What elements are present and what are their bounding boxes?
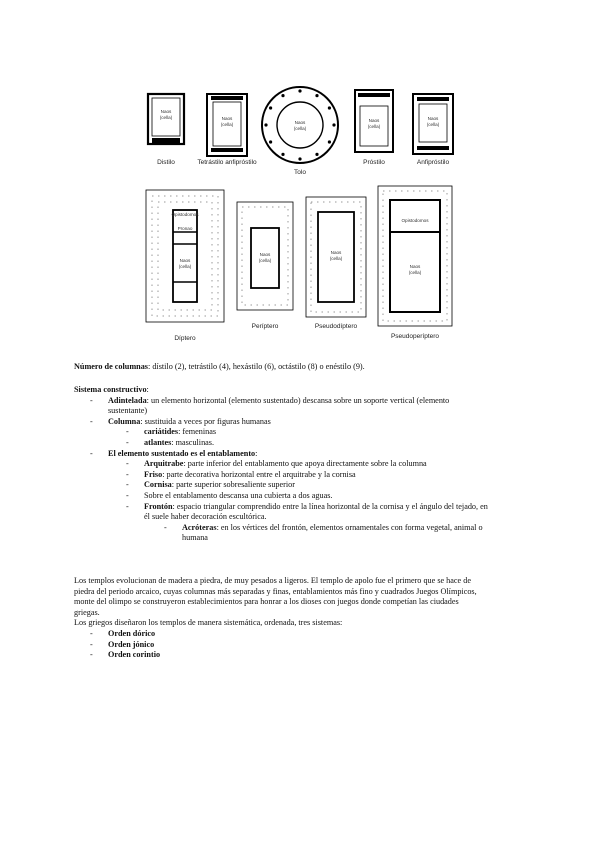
plan-prostilo — [355, 90, 393, 166]
cella-label: (cella) — [178, 264, 192, 269]
cella-label: (cella) — [329, 256, 343, 261]
acroteras-text-2: humana — [182, 533, 208, 543]
cella-label: (cella) — [426, 122, 440, 127]
naos-label: Naos — [179, 258, 191, 263]
atlantes-text: : masculinas. — [171, 437, 215, 447]
dash: - — [164, 522, 167, 532]
entablamento-label: El elemento sustentado es el entablamento — [108, 448, 256, 458]
fronton-text-2: él suele haber decoración escultórica. — [144, 512, 267, 522]
friso-text: : parte decorativa horizontal entre el arquitrabe y la cornisa — [162, 469, 356, 479]
plan-label-pseudodiptero: Pseudodíptero — [314, 323, 358, 330]
dash: - — [90, 628, 93, 638]
orden-item — [90, 639, 534, 651]
cella-label: (cella) — [293, 126, 307, 131]
arquitrabe-label: Arquitrabe — [144, 459, 184, 469]
entablamento-colon: : — [255, 448, 258, 458]
cornisa-label: Cornisa — [144, 480, 172, 490]
temple-plans-figure — [140, 82, 462, 344]
dash: - — [90, 416, 93, 426]
orden-item — [90, 650, 534, 661]
acroteras-text: : en los vértices del frontón, elementos ornamentales con forma vegetal, animal o — [216, 522, 483, 532]
paragraph-line: monte del olimpo se construyeron establecimientos para honrar a los dioses con juegos donde competían las ciudades — [74, 597, 459, 607]
orden-item — [90, 628, 534, 640]
dash: - — [126, 490, 129, 500]
paragraph-line: Los griegos diseñaron los templos de manera sistemática, ordenada, tres sistemas: — [74, 618, 343, 628]
cubierta-text: Sobre el entablamento descansa una cubierta a dos aguas. — [144, 490, 333, 500]
plan-label-distilo: Distilo — [157, 159, 175, 166]
dash: - — [126, 427, 129, 437]
plan-tolo — [262, 87, 338, 176]
adintelada-label: Adintelada — [108, 395, 147, 405]
columna-label: Columna — [108, 416, 141, 426]
plan-pseudodiptero — [306, 197, 366, 330]
paragraph-line: Los templos evolucionan de madera a piedra, de muy pesados a ligeros. El templo de apolo fue el primero que se hace de — [74, 576, 471, 585]
plan-label-tetrastilo: Tetrástilo anfipróstilo — [197, 159, 257, 166]
columns-text: : dístilo (2), tetrástilo (4), hexástilo (6), octástilo (8) o enéstilo (9). — [148, 362, 365, 371]
naos-label: Naos — [330, 250, 342, 255]
dash: - — [90, 448, 93, 458]
cella-label: (cella) — [159, 115, 173, 120]
dash: - — [90, 650, 93, 660]
dash: - — [126, 437, 129, 447]
plan-label-periptero: Períptero — [251, 323, 279, 330]
plan-anfiprostilo — [413, 94, 453, 166]
opistodomos-label: Opistodomos — [171, 212, 199, 217]
cella-label: (cella) — [258, 258, 272, 263]
cariatides-text: : femeninas — [178, 427, 217, 437]
plan-label-tolo: Tolo — [294, 169, 306, 176]
plan-pseudoperiptero — [378, 186, 452, 340]
pronaos-label: Pronao — [177, 226, 193, 231]
paragraph-line: piedra del periodo arcaico, cuyas columnas más separadas y finas, entablamientos más fino y cuadrados Juegos Olímpicos, — [74, 586, 477, 596]
cella-label: (cella) — [408, 270, 422, 275]
fronton-text: : espacio triangular comprendido entre la línea horizontal de la cornisa y el ángulo del tejado, en — [172, 501, 488, 511]
plan-label-anfiprostilo: Anfipróstilo — [416, 159, 450, 166]
plan-label-pseudoperiptero: Pseudoperíptero — [390, 333, 440, 340]
paragraph-line: griegas. — [74, 607, 100, 617]
dash: - — [126, 459, 129, 469]
dash: - — [126, 469, 129, 479]
columns-label: Número de columnas — [74, 362, 148, 371]
columna-text: : sustituida a veces por figuras humanas — [140, 416, 271, 426]
arquitrabe-text: : parte inferior del entablamento que apoya directamente sobre la columna — [183, 459, 427, 469]
naos-label: Naos — [221, 116, 233, 121]
plan-label-prostilo: Próstilo — [363, 159, 385, 166]
cornisa-text: : parte superior sobresaliente superior — [171, 480, 295, 490]
fronton-label: Frontón — [144, 501, 173, 511]
adintelada-text: : un elemento horizontal (elemento sustentado) descansa sobre un soporte vertical (elemento — [146, 395, 450, 405]
acroteras-label: Acróteras — [182, 522, 217, 532]
adintelada-text-2: sustentante) — [108, 406, 148, 416]
columns-paragraph — [74, 362, 534, 373]
naos-label: Naos — [259, 252, 271, 257]
evolution-paragraph — [74, 576, 534, 661]
orden-jonico: Orden jónico — [108, 639, 155, 649]
naos-label: Naos — [409, 264, 421, 269]
cella-label: (cella) — [220, 122, 234, 127]
orden-dorico: Orden dórico — [108, 628, 156, 638]
plan-periptero — [237, 202, 293, 330]
plan-distilo — [148, 94, 184, 166]
cariatides-label: cariátides — [144, 427, 179, 437]
friso-label: Friso — [144, 469, 163, 479]
naos-label: Naos — [427, 116, 439, 121]
cella-label: (cella) — [367, 124, 381, 129]
naos-label: Naos — [294, 120, 306, 125]
orden-corintio: Orden corintio — [108, 650, 161, 660]
plan-tetrastilo — [197, 94, 257, 166]
plan-label-diptero: Díptero — [174, 335, 196, 342]
plan-diptero — [146, 190, 224, 342]
system-title: Sistema constructivo — [74, 385, 147, 394]
construction-system — [74, 385, 534, 544]
naos-label: Naos — [368, 118, 380, 123]
system-colon: : — [146, 385, 149, 394]
dash: - — [90, 395, 93, 405]
atlantes-label: atlantes — [144, 437, 172, 447]
naos-label: Naos — [160, 109, 172, 114]
dash: - — [126, 480, 129, 490]
opistodomos-label: Opistodomos — [401, 218, 429, 223]
dash: - — [126, 501, 129, 511]
dash: - — [90, 639, 93, 649]
